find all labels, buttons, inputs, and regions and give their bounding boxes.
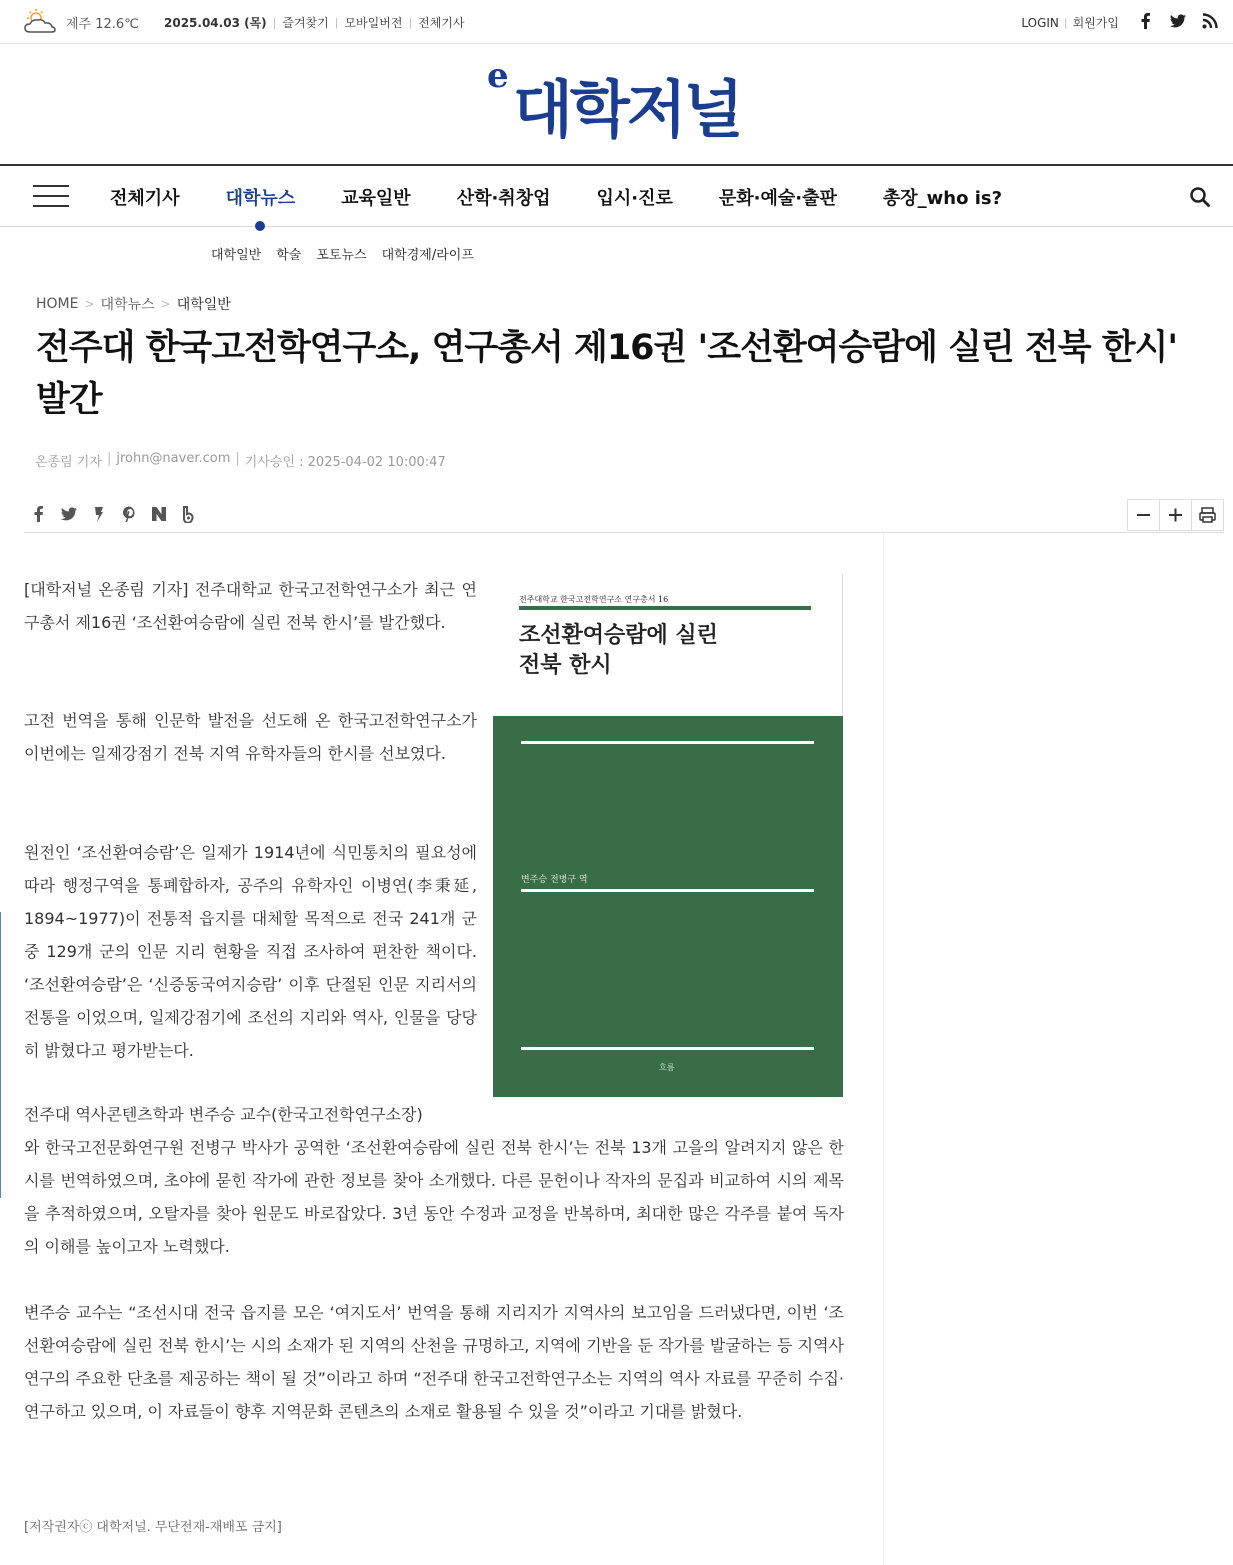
main-nav (0, 164, 1233, 227)
article-paragraph-6: 변주승 교수는 “조선시대 전국 읍지를 모은 ‘여지도서’ 번역을 통해 지리지가 지역사의 보고임을 드러냈다면, 이번 ‘조선환여승람에 실린 전북 한시’는 시의 소재가 된 지역의 산천을 규명하고, 지역에 기반을 둔 작가를 발굴하는 등 지역사 연구의 주요한 단초를 제공하는 책이 될 것”이라고 하며 “전주대 한국고전학연구소는 지역의 역사 자료를 꾸준히 수집·연구하고 있으며, 이 자료들이 향후 지역문화 콘텐츠의 소재로 활용될 수 있을 것”이라고 기대를 밝혔다. (24, 1303, 844, 1421)
article-byline: 온종림 기자 | jrohn@naver.com | 기사승인 : 2025-04-02 10:00:47 (35, 451, 446, 470)
book-title (519, 620, 718, 680)
breadcrumb-home[interactable]: HOME (36, 296, 79, 312)
naver-icon[interactable] (150, 505, 168, 523)
book-cover-image (493, 574, 843, 1097)
mobile-version-link[interactable]: 모바일버전 (344, 16, 403, 30)
facebook-icon[interactable] (30, 505, 48, 523)
kakaostory-icon[interactable] (90, 505, 108, 523)
nav-item-education[interactable]: 교육일반 (341, 188, 411, 209)
print-icon[interactable] (1191, 499, 1224, 531)
subnav-item-economy-life[interactable]: 대학경제/라이프 (381, 248, 474, 263)
nav-item-all[interactable]: 전체기사 (110, 188, 180, 209)
font-increase-icon[interactable] (1159, 499, 1192, 531)
nav-menu (110, 184, 1048, 210)
book-title-line2: 전북 한시 (519, 652, 612, 678)
site-logo[interactable] (487, 56, 767, 146)
article-paragraph-5: 와 한국고전문화연구원 전병구 박사가 공역한 ‘조선환여승람에 실린 전북 한시’는 전북 13개 고을의 알려지지 않은 한시를 번역하였으며, 초야에 묻힌 작가에 관한 정보를 찾아 소개했다. 다른 문헌이나 작자의 문집과 비교하여 시의 제목을 추적하였으며, 오탈자를 찾아 원문도 바로잡았다. 3년 동안 수정과 교정을 반복하며, 최대한 많은 각주를 붙여 독자의 이해를 높이고자 노력했다. (24, 1138, 844, 1256)
top-bar (0, 0, 1233, 44)
pinterest-icon[interactable] (120, 505, 138, 523)
logo-e: e (487, 56, 509, 96)
twitter-icon[interactable] (1169, 12, 1187, 30)
article-paragraph-2: 고전 번역을 통해 인문학 발전을 선도해 온 한국고전학연구소가 이번에는 일제강점기 전북 지역 유학자들의 한시를 선보였다. (24, 711, 477, 763)
facebook-icon[interactable] (1137, 12, 1155, 30)
bookmark-link[interactable]: 즐겨찾기 (282, 16, 329, 30)
nav-item-culture[interactable]: 문화·예술·출판 (718, 188, 837, 209)
share-bar (24, 497, 1224, 533)
nav-item-admissions[interactable]: 입시·진로 (596, 188, 673, 209)
all-articles-link[interactable]: 전체기사 (418, 16, 465, 30)
copyright-notice: [저작권자ⓒ 대학저널. 무단전재-재배포 금지] (24, 1520, 282, 1535)
signup-link[interactable]: 회원가입 (1072, 16, 1119, 30)
reporter-name: 온종림 기자 (35, 455, 102, 470)
nav-item-industry-jobs[interactable]: 산학·취창업 (456, 188, 551, 209)
top-links: 2025.04.03 (목) | 즐겨찾기 | 모바일버전 | 전체기사 (164, 16, 465, 30)
book-series: 전주대학교 한국고전학연구소 연구총서 16 (519, 595, 669, 604)
reporter-email[interactable]: jrohn@naver.com (116, 451, 231, 466)
band-icon[interactable] (180, 505, 198, 523)
account-links: LOGIN | 회원가입 (1021, 15, 1119, 30)
menu-icon[interactable] (33, 185, 69, 207)
share-icons (30, 505, 198, 523)
article-tools (1128, 499, 1224, 531)
book-cover-top (493, 574, 843, 716)
book-stripe-1 (521, 741, 814, 744)
article-paragraph-4: 전주대 역사콘텐츠학과 변주승 교수(한국고전학연구소장) (24, 1105, 423, 1124)
subnav-item-general[interactable]: 대학일반 (211, 248, 262, 263)
article-paragraph-1: [대학저널 온종림 기자] 전주대학교 한국고전학연구소가 최근 연구총서 제16권 ‘조선환여승람에 실린 전북 한시’를 발간했다. (24, 580, 477, 632)
current-date: 2025.04.03 (목) (164, 16, 267, 30)
login-link[interactable]: LOGIN (1021, 15, 1059, 30)
social-links (1137, 12, 1219, 30)
search-icon[interactable] (1189, 186, 1211, 208)
weather-widget (22, 8, 139, 36)
subnav-item-academic[interactable]: 학술 (276, 248, 302, 263)
partly-cloudy-icon (22, 8, 64, 36)
sub-nav (211, 244, 489, 263)
nav-item-president[interactable]: 총장_who is? (882, 188, 1003, 209)
nav-item-univ-news[interactable]: 대학뉴스 (226, 184, 296, 210)
left-edge-marker (0, 912, 2, 1198)
font-decrease-icon[interactable] (1127, 499, 1160, 531)
logo-text: 대학저널 (513, 73, 741, 146)
breadcrumb: HOME > 대학뉴스 > 대학일반 (36, 296, 231, 313)
book-rule (519, 606, 811, 610)
twitter-icon[interactable] (60, 505, 78, 523)
book-stripe-2 (521, 889, 814, 892)
book-title-line1: 조선환여승람에 실린 (519, 622, 718, 648)
subnav-item-photo[interactable]: 포토뉴스 (316, 248, 367, 263)
rss-icon[interactable] (1201, 12, 1219, 30)
weather-temp: 제주 12.6℃ (66, 16, 139, 32)
article-paragraph-3: 원전인 ‘조선환여승람’은 일제가 1914년에 식민통치의 필요성에 따라 행정구역을 통폐합하자, 공주의 유학자인 이병연(李秉延, 1894~1977)이 전통적 읍지를 대체할 목적으로 전국 241개 군 중 129개 군의 인문 지리 현황을 직접 조사하여 편찬한 책이다. ‘조선환여승람’은 ‘신증동국여지승람’ 이후 단절된 인문 지리서의 전통을 이었으며, 일제강점기에 조선의 지리와 역사, 인물을 당당히 밝혔다고 평가받는다. (24, 843, 477, 1060)
book-authors: 변주승 전병구 역 (521, 875, 588, 885)
approval-time: 기사승인 : 2025-04-02 10:00:47 (244, 455, 446, 470)
breadcrumb-section[interactable]: 대학뉴스 (100, 297, 155, 313)
book-stripe-3 (521, 1047, 814, 1050)
book-publisher: 흐름 (659, 1063, 675, 1072)
breadcrumb-current[interactable]: 대학일반 (176, 297, 231, 313)
article-title: 전주대 한국고전학연구소, 연구총서 제16권 '조선환여승람에 실린 전북 한시' 발간 (36, 328, 1178, 420)
